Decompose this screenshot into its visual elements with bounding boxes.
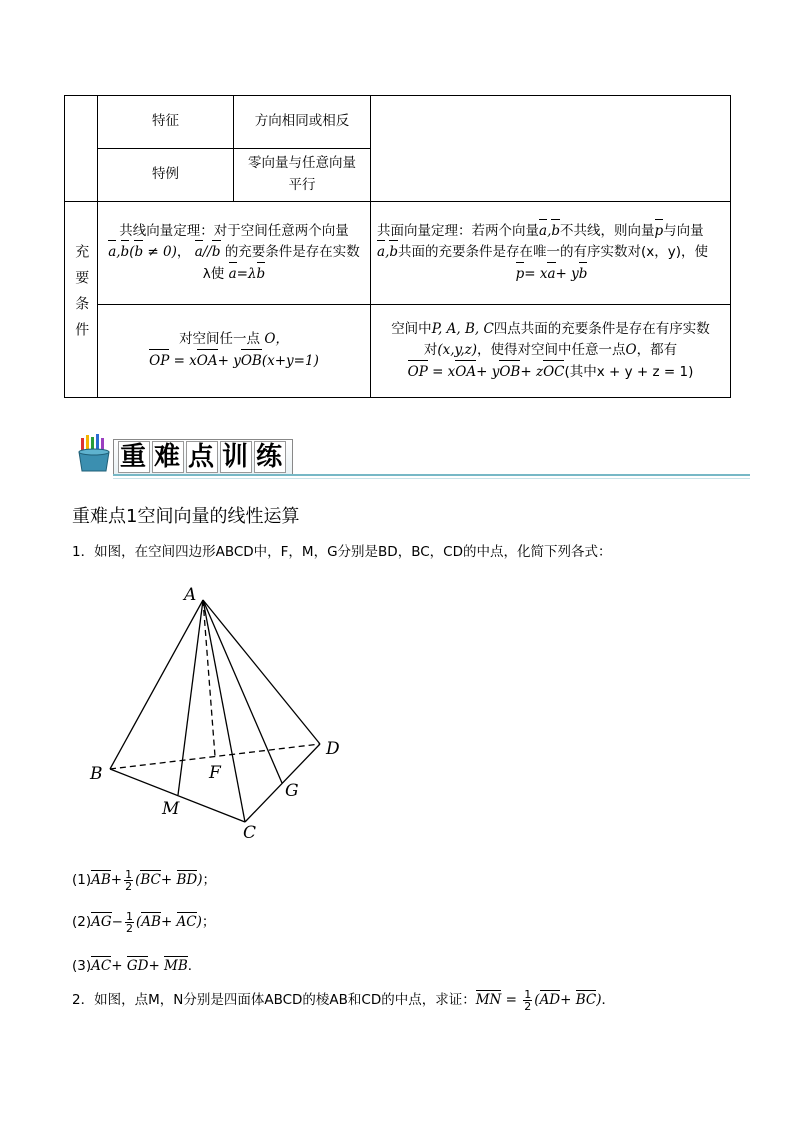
four-line2-suffix: ，都有 xyxy=(636,342,678,359)
heading-char: 重 xyxy=(120,442,149,472)
four-line2 xyxy=(375,340,726,362)
four-points: P, A, B, C xyxy=(431,320,494,337)
collinear-line3 xyxy=(102,264,366,286)
section-title: 重难点1空间向量的线性运算 xyxy=(72,506,300,527)
point-o: O， xyxy=(264,331,289,348)
side-label: 充要条件 xyxy=(73,243,90,348)
four-line2-mid: ，使得对空间中任意一点 xyxy=(477,342,626,359)
heading-char: 训 xyxy=(222,442,251,472)
four-point-condition xyxy=(371,305,731,398)
four-line1-suffix: 四点共面的充要条件是存在有序实数 xyxy=(493,320,710,337)
four-line3: OP = xOA+ yOB+ zOC(其中x + y + z = 1) xyxy=(375,362,726,384)
special-value-line2: 平行 xyxy=(288,177,316,193)
feature-label: 特征 xyxy=(98,96,234,149)
blank-right-cell xyxy=(371,96,731,202)
heading-char: 难 xyxy=(154,442,183,472)
heading-rule xyxy=(113,474,750,476)
comparison-table xyxy=(64,95,731,398)
edge-AD xyxy=(203,600,320,744)
special-label: 特例 xyxy=(98,149,234,202)
coplanar-line2: a,b共面的充要条件是存在唯一的有序实数对(x，y)，使 xyxy=(377,242,726,264)
lambda-formula: a=λb xyxy=(229,266,266,282)
four-line2-prefix: 对 xyxy=(423,342,438,359)
label-G: G xyxy=(285,781,299,801)
four-line1 xyxy=(375,319,726,341)
q1-item-2: (2)AG− $\frac{1}{2}$ (AB+ AC)； xyxy=(72,909,216,935)
edge-AB xyxy=(110,600,203,769)
q1-item-1-label: (1) xyxy=(72,872,92,888)
edge-CD xyxy=(245,744,320,822)
question-2-text: 2．如图，点M，N分别是四面体ABCD的棱AB和CD的中点，求证： xyxy=(72,992,476,1008)
four-line1-prefix: 空间中 xyxy=(391,320,432,337)
question-1: 1．如图，在空间四边形ABCD中，F，M，G分别是BD，BC，CD的中点，化简下列各式： xyxy=(72,544,612,560)
label-M: M xyxy=(162,799,180,819)
coplanar-line1-mid: 不共线，则向量 xyxy=(560,222,655,239)
edge-AC xyxy=(203,600,245,822)
question-2: 2．如图，点M，N分别是四面体ABCD的棱AB和CD的中点，求证：MN = $\frac{1}{2}$ (AD+ BC)． xyxy=(72,987,616,1013)
collinear-line2-suffix: 的充要条件是存在实数 xyxy=(224,244,360,261)
q1-item-2-label: (2) xyxy=(72,914,92,930)
feature-value: 方向相同或相反 xyxy=(234,96,371,149)
segment-AM xyxy=(178,600,203,795)
four-tuple: (x,y,z) xyxy=(437,342,478,359)
q1-item-3-label: (3) xyxy=(72,958,92,974)
point-line1 xyxy=(102,329,366,351)
collinear-line3-prefix: λ使 xyxy=(202,265,225,282)
label-C: C xyxy=(243,823,257,843)
label-F: F xyxy=(209,763,221,783)
segment-AG xyxy=(203,600,282,783)
coplanar-formula: p= xa+ yb xyxy=(377,264,726,286)
label-D: D xyxy=(326,739,340,759)
point-condition xyxy=(98,305,371,398)
label-A: A xyxy=(184,585,197,605)
special-value xyxy=(234,149,371,202)
heading-char: 练 xyxy=(256,442,285,472)
coplanar-line1-prefix: 共面向量定理：若两个向量 xyxy=(377,222,539,239)
collinear-line1: 共线向量定理：对于空间任意两个向量 xyxy=(119,222,349,239)
coplanar-theorem xyxy=(371,202,731,305)
vec-a-b-formula: a,b(b ≠ 0) xyxy=(108,244,177,260)
collinear-theorem xyxy=(98,202,371,305)
coplanar-line1: 共面向量定理：若两个向量a,b不共线，则向量p与向量 xyxy=(377,221,726,243)
heading-char: 点 xyxy=(188,442,217,472)
coplanar-line1-suffix: 与向量 xyxy=(663,222,704,239)
blank-side-cell xyxy=(65,96,98,202)
four-o: O xyxy=(625,342,637,359)
section-heading xyxy=(75,430,675,478)
q1-item-3: (3)AC+ GD+ MB． xyxy=(72,958,202,974)
special-value-line1: 零向量与任意向量 xyxy=(248,155,356,172)
point-line1-text: 对空间任一点 xyxy=(179,331,261,348)
heading-rule-thin xyxy=(113,478,750,479)
label-B: B xyxy=(90,764,103,784)
tetrahedron-figure xyxy=(80,580,360,845)
coplanar-line2-text: 共面的充要条件是存在唯一的有序实数对(x，y)，使 xyxy=(398,244,709,261)
pencil-cup-icon xyxy=(77,432,111,472)
four-line3-tail: (其中x + y + z = 1) xyxy=(564,363,694,380)
point-formula: OP = xOA+ yOB(x+y=1) xyxy=(102,351,366,373)
parallel-formula: a//b xyxy=(195,244,221,260)
q1-item-1: (1)AB+ $\frac{1}{2}$ (BC+ BD)； xyxy=(72,867,217,893)
side-label-cell xyxy=(65,202,98,398)
heading-title xyxy=(113,439,293,475)
collinear-line2: a,b(b ≠ 0)， a//b 的充要条件是存在实数 xyxy=(102,242,366,264)
